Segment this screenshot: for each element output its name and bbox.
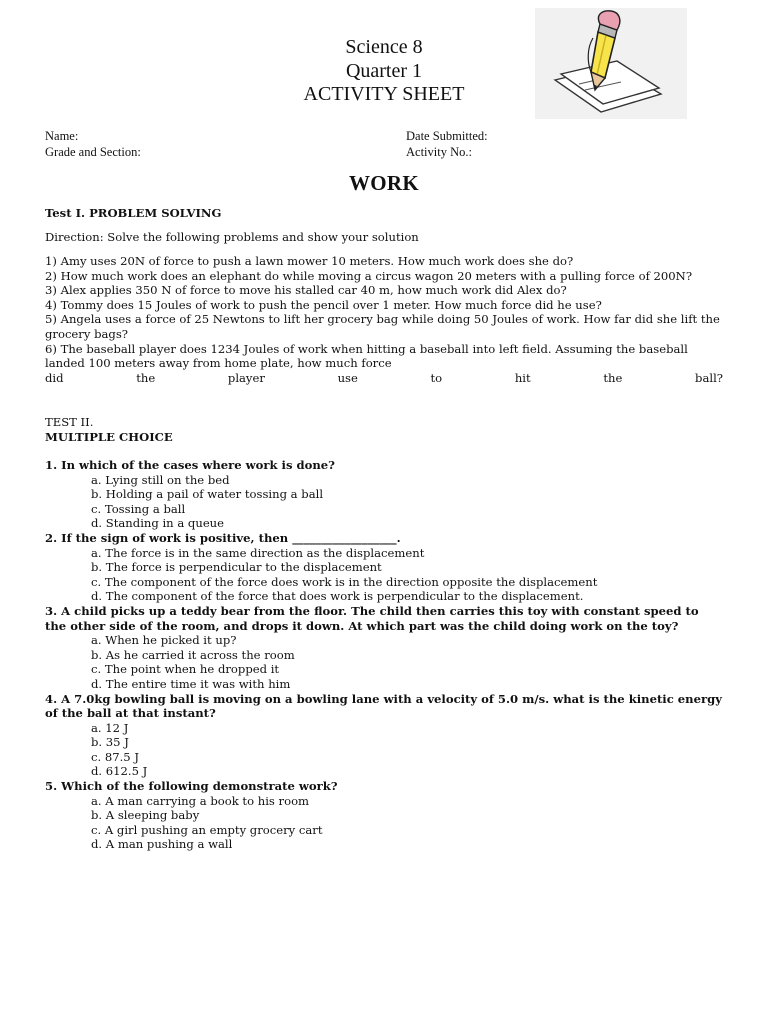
- choice-option: a. Lying still on the bed: [91, 472, 230, 487]
- choice-option: b. The force is perpendicular to the displacement: [91, 560, 382, 575]
- test1-problems: [45, 254, 723, 385]
- test1-heading: Test I. PROBLEM SOLVING: [45, 206, 222, 220]
- grade-section-label: Grade and Section:: [45, 144, 141, 159]
- date-submitted-label: Date Submitted:: [406, 129, 488, 143]
- test1-section: [45, 206, 723, 221]
- student-info-right: [406, 129, 488, 160]
- choice-option: b. 35 J: [91, 735, 129, 750]
- choice-option: d. 612.5 J: [91, 764, 148, 779]
- choice-option: d. The entire time it was with him: [91, 676, 291, 691]
- problem-item: 5) Angela uses a force of 25 Newtons to lift her grocery bag while doing 50 Joules of work. How far did she lift the grocery bags?: [45, 312, 720, 341]
- test2-heading-block: [45, 415, 723, 444]
- choice-option: a. A man carrying a book to his room: [91, 793, 310, 808]
- pencil-writing-icon: [535, 8, 687, 119]
- choice-option: a. The force is in the same direction as the displacement: [91, 545, 425, 560]
- subject-title: Science 8: [345, 36, 423, 58]
- choice-option: b. A sleeping baby: [91, 808, 200, 823]
- test1-direction-block: [45, 230, 723, 245]
- choice-option: a. 12 J: [91, 720, 129, 735]
- problem-item: 1) Amy uses 20N of force to push a lawn mower 10 meters. How much work does she do?: [45, 254, 574, 268]
- question-text: 4. A 7.0kg bowling ball is moving on a bowling lane with a velocity of 5.0 m/s. what is the kinetic energy of the ball at that instant?: [45, 691, 722, 721]
- problem-item: 6) The baseball player does 1234 Joules of work when hitting a baseball into left field. Assuming the baseball landed 100 meters away from home plate, how much force: [45, 341, 688, 371]
- choice-option: c. The point when he dropped it: [91, 662, 280, 677]
- choice-option: a. When he picked it up?: [91, 633, 237, 648]
- choice-option: d. Standing in a queue: [91, 516, 225, 531]
- choice-option: b. Holding a pail of water tossing a ball: [91, 487, 324, 502]
- question-text: 3. A child picks up a teddy bear from the floor. The child then carries this toy with constant speed to the other side of the room, and drops it down. At which part was the child doing work on the toy?: [45, 603, 699, 633]
- choice-option: d. A man pushing a wall: [91, 837, 233, 852]
- activity-no-label: Activity No.:: [406, 144, 472, 159]
- choice-option: c. The component of the force does work is in the direction opposite the displacement: [91, 574, 598, 589]
- choice-option: d. The component of the force that does work is perpendicular to the displacement.: [91, 589, 584, 604]
- name-label: Name:: [45, 129, 79, 143]
- test2-questions: [45, 458, 723, 852]
- quarter-title: Quarter 1: [345, 59, 423, 82]
- test1-direction: Direction: Solve the following problems and show your solution: [45, 230, 419, 244]
- choice-option: c. Tossing a ball: [91, 501, 186, 516]
- test2-heading: MULTIPLE CHOICE: [45, 429, 173, 444]
- problem-item: 2) How much work does an elephant do while moving a circus wagon 20 meters with a pulling force of 200N?: [45, 268, 693, 283]
- choice-option: c. 87.5 J: [91, 749, 140, 764]
- student-info-left: [45, 129, 141, 160]
- question-text: 5. Which of the following demonstrate work?: [45, 779, 338, 794]
- problem-item: 3) Alex applies 350 N of force to move his stalled car 40 m, how much work did Alex do?: [45, 283, 567, 298]
- choice-option: b. As he carried it across the room: [91, 647, 295, 662]
- question-text: 2. If the sign of work is positive, then __________________.: [45, 530, 401, 545]
- problem-item: 4) Tommy does 15 Joules of work to push the pencil over 1 meter. How much force did he use?: [45, 297, 602, 312]
- question-text: 1. In which of the cases where work is done?: [45, 458, 335, 472]
- sheet-title: ACTIVITY SHEET: [303, 83, 465, 105]
- document-title: WORK: [348, 171, 420, 195]
- test2-heading-label: TEST II.: [45, 415, 94, 429]
- problem-item-continuation: did the player use to hit the ball?: [45, 370, 723, 385]
- choice-option: c. A girl pushing an empty grocery cart: [91, 822, 323, 837]
